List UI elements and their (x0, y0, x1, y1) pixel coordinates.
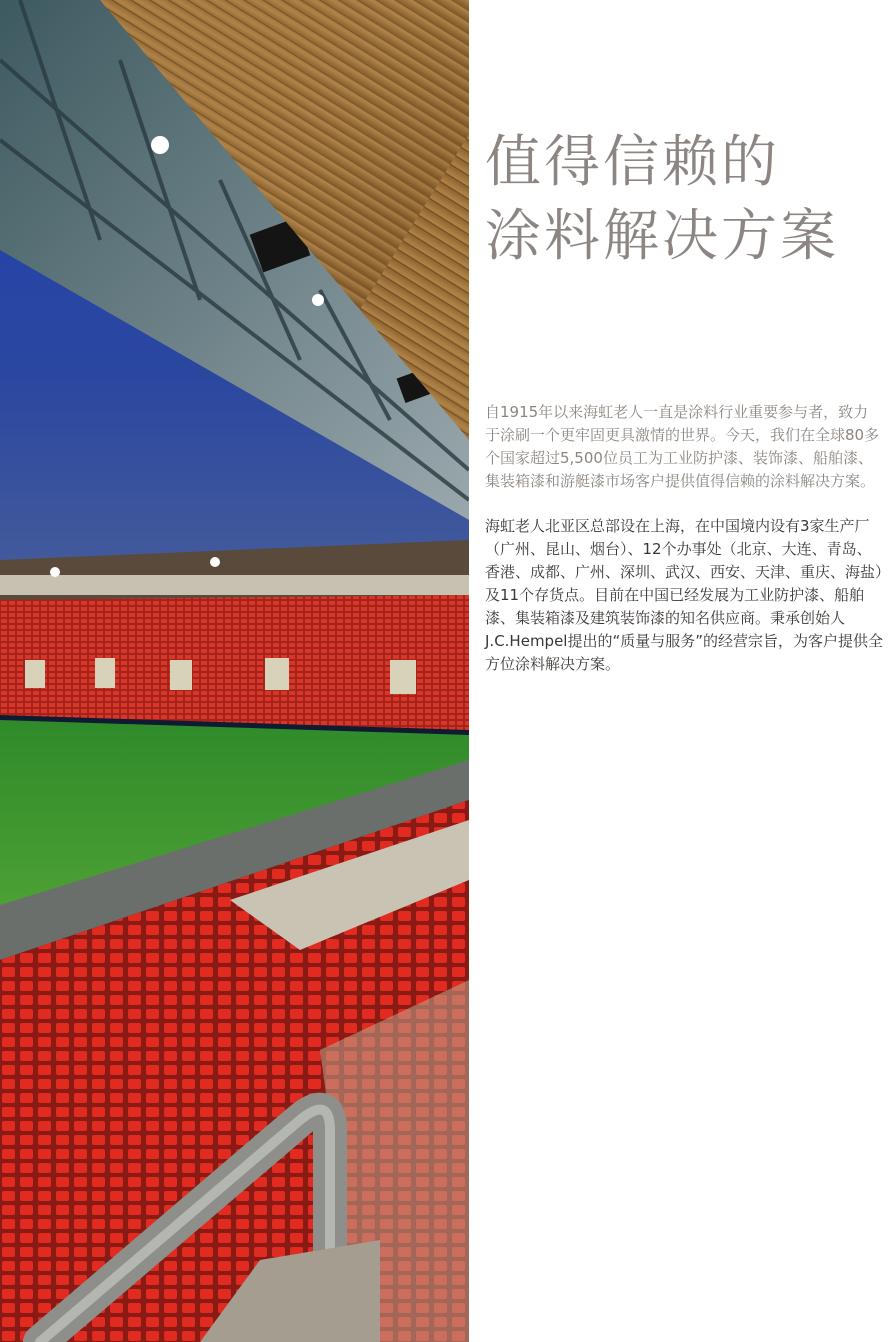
body-text (485, 401, 883, 698)
text-panel (469, 0, 890, 1342)
title-line-1: 值得信赖的 (485, 130, 780, 195)
north-asia-paragraph: 海虹老人北亚区总部设在上海，在中国境内设有3家生产厂（广州、昆山、烟台）、12个办事处（北京、大连、青岛、香港、成都、广州、深圳、武汉、西安、天津、重庆、海盐）及11个存货点。目前在中国已经发展为工业防护漆、船舶漆、集装箱漆及建筑装饰漆的知名供应商。秉承创始人J.C.Hempel提出的“质量与服务”的经营宗旨，为客户提供全方位涂料解决方案。 (485, 517, 884, 673)
title-line-2: 涂料解决方案 (485, 204, 839, 269)
intro-paragraph: 自1915年以来海虹老人一直是涂料行业重要参与者，致力于涂刷一个更牢固更具激情的世界。今天，我们在全球80多个国家超过5,500位员工为工业防护漆、装饰漆、船舶漆、集装箱漆和游艇漆市场客户提供值得信赖的涂料解决方案。 (485, 403, 880, 490)
page-title (485, 126, 839, 274)
